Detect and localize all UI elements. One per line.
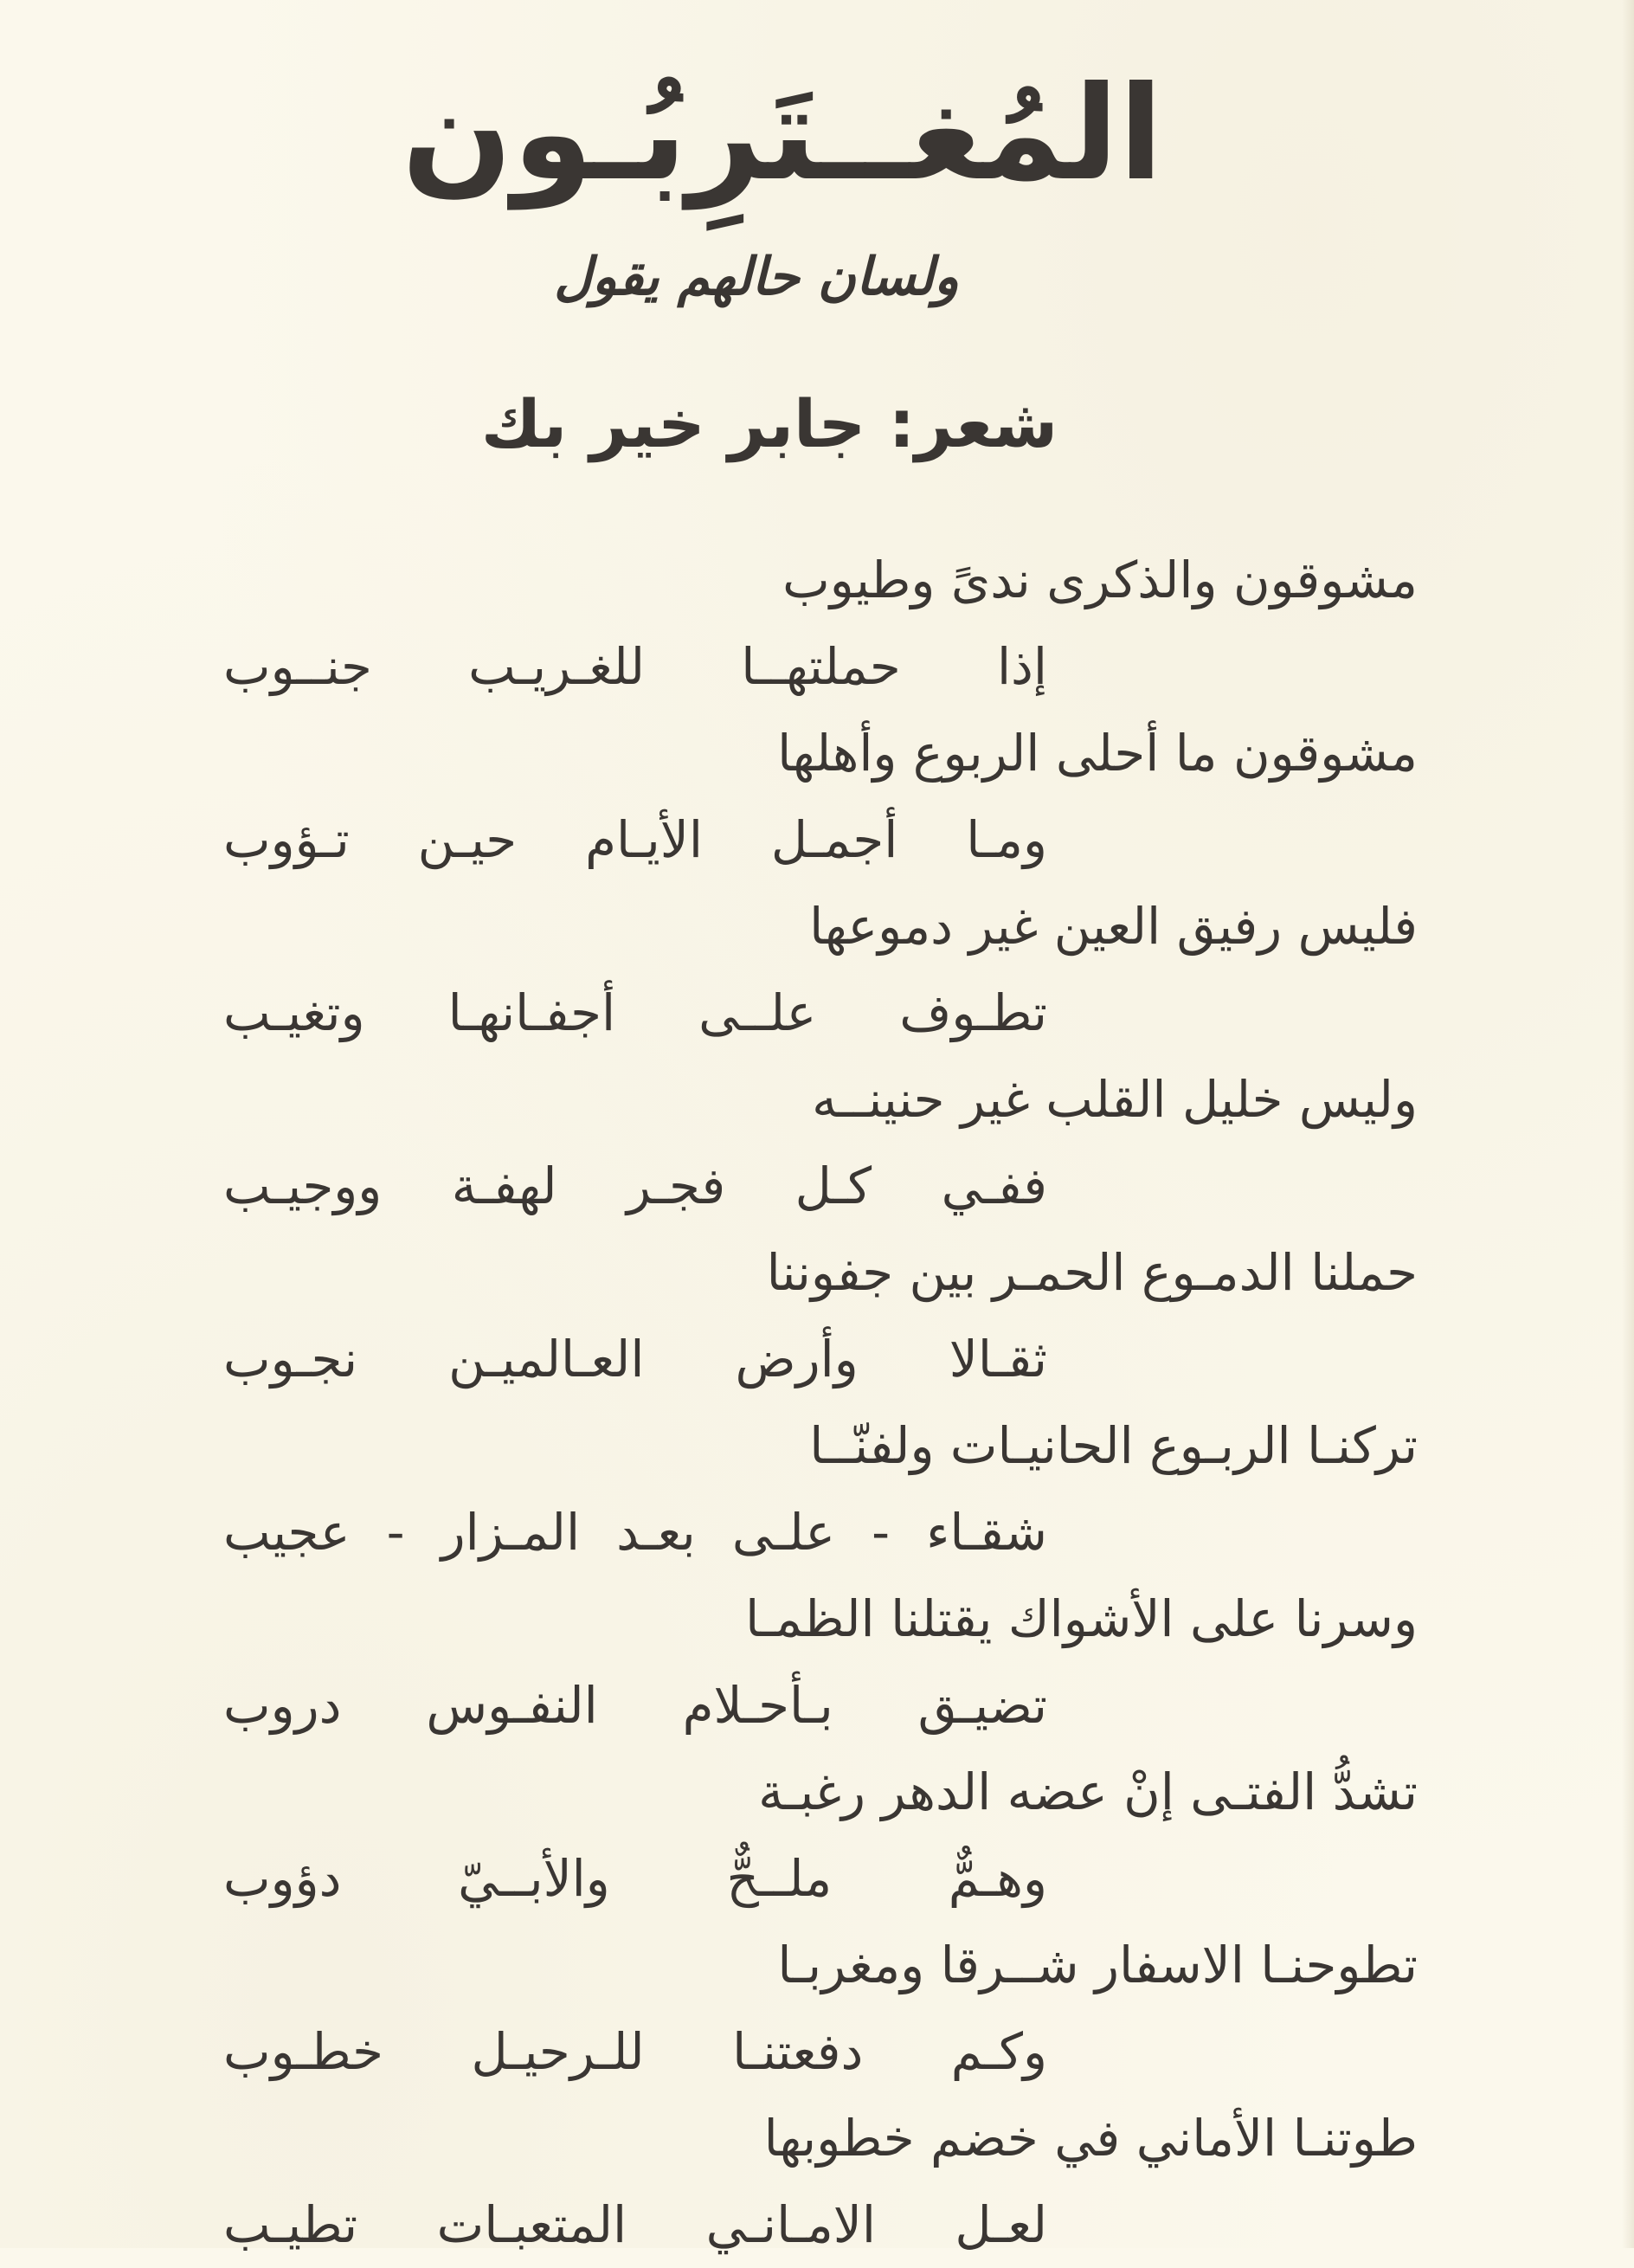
verse-line: تطـوف علــى أجفـانهـا وتغيـب (223, 983, 1047, 1042)
verse-line: مشوقون والذكرى ندىً وطيوب (782, 551, 1418, 609)
verse-line: شقـاء - علـى بعـد المـزار - عجيب (223, 1503, 1047, 1562)
verse-line: ففـي كـل فجـر لهفـة ووجيـب (223, 1157, 1047, 1215)
poem-body (216, 537, 1428, 2268)
verse-line: ثقـالا وأرض العـالميـن نجـوب (223, 1330, 1047, 1389)
verse-line: وكـم دفعتنـا للـرحيـل خطـوب (223, 2022, 1047, 2081)
verse-line: تشدُّ الفتـى إنْ عضه الدهر رغبـة (758, 1762, 1418, 1821)
verse-line: إذا حملتهــا للغـريـب جنــوب (223, 637, 1047, 696)
poem-title: المُغــتَرِبُـون (402, 59, 1163, 209)
verse-line: حملنا الدمـوع الحمـر بين جفوننا (766, 1243, 1418, 1302)
verse-line: تطوحنـا الاسفار شــرقا ومغربـا (777, 1936, 1418, 1994)
poem-subtitle: ولسان حالهم يقول (554, 247, 959, 307)
verse-line: تضيـق بـأحـلام النفـوس دروب (223, 1676, 1047, 1735)
verse-line: طوتنـا الأماني في خضم خطوبها (763, 2109, 1418, 2168)
verse-line: تركنـا الربـوع الحانيـات ولفنّــا (809, 1416, 1418, 1475)
verse-line: فليس رفيق العين غير دموعها (809, 897, 1418, 956)
verse-line: لعـل الامـانـي المتعبـات تطيـب (223, 2195, 1047, 2254)
verse-line: وسرنا على الأشواك يقتلنا الظمـا (745, 1589, 1418, 1648)
poem-author: شعر: جابر خير بك (480, 385, 1058, 462)
verse-line: مشوقون ما أحلى الربوع وأهلها (777, 724, 1418, 783)
verse-line: وهـمٌّ ملــحٌّ والأبــيّ دؤوب (223, 1849, 1047, 1908)
verse-line: ومـا أجمـل الأيـام حيـن تـؤوب (223, 810, 1047, 869)
page-edge-shadow (1622, 0, 1634, 2248)
verse-line: وليس خليل القلب غير حنينــه (812, 1070, 1418, 1129)
